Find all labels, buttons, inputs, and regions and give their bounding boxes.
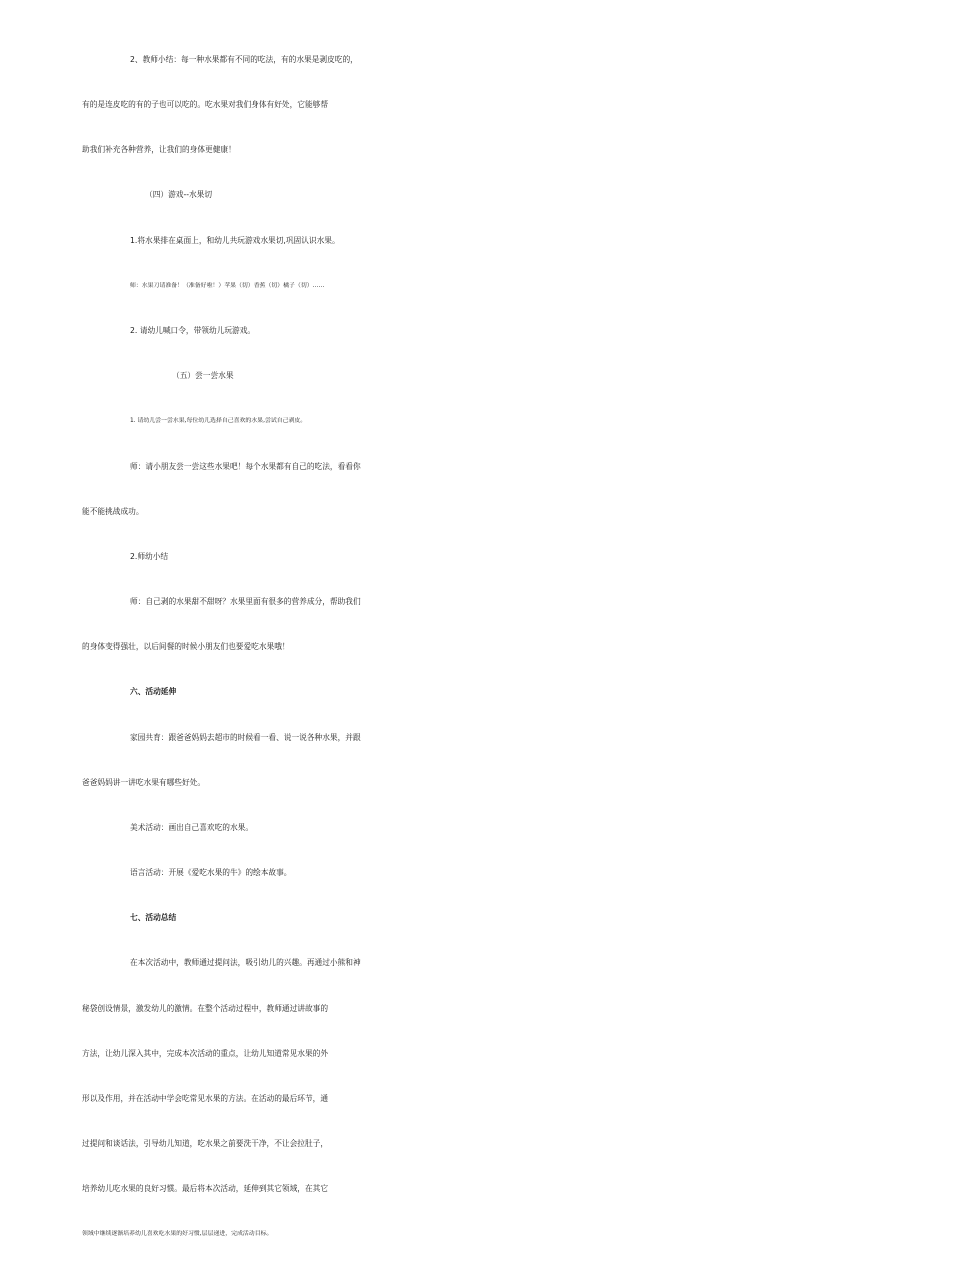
paragraph-line: 有的是连皮吃的有的子也可以吃的。吃水果对我们身体有好处，它能够帮	[82, 100, 329, 109]
paragraph-line: 培养幼儿吃水果的良好习惯。最后将本次活动，延伸到其它领域，在其它	[82, 1184, 329, 1193]
paragraph-line: 师：请小朋友尝一尝这些水果吧！每个水果都有自己的吃法，看看你	[130, 462, 361, 471]
paragraph-line: 方法，让幼儿深入其中，完成本次活动的重点，让幼儿知道常见水果的外	[82, 1049, 329, 1058]
paragraph-line: 2.师幼小结	[130, 552, 169, 561]
paragraph-line: 2、教师小结：每一种水果都有不同的吃法，有的水果是剥皮吃的，	[130, 55, 358, 64]
paragraph-line: 2. 请幼儿喊口令，带领幼儿玩游戏。	[130, 326, 256, 335]
section-heading: 六、活动延伸	[130, 687, 177, 696]
paragraph-line: 的身体变得强壮，以后间餐的时候小朋友们也要爱吃水果哦！	[82, 642, 290, 651]
section-heading: （五）尝一尝水果	[172, 371, 234, 380]
paragraph-line: 在本次活动中，教师通过提问法，吸引幼儿的兴趣。再通过小熊和神	[130, 958, 361, 967]
paragraph-line: 语言活动：开展《爱吃水果的牛》的绘本故事。	[130, 868, 292, 877]
paragraph-line: 师：水果刀请准备！（准备好啦！）苹果（切）香蕉（切）橘子（切）……	[130, 283, 325, 289]
paragraph-line: 1. 请幼儿尝一尝水果,每位幼儿选择自己喜欢的水果,尝试自己剥皮。	[130, 418, 307, 424]
section-heading: 七、活动总结	[130, 913, 177, 922]
paragraph-line: 秘袋创设情景，激发幼儿的激情。在整个活动过程中，教师通过讲故事的	[82, 1004, 329, 1013]
paragraph-line: 爸爸妈妈讲一讲吃水果有哪些好处。	[82, 778, 206, 787]
paragraph-line: 师：自己剥的水果甜不甜呀？水果里面有很多的营养成分，帮助我们	[130, 597, 361, 606]
paragraph-line: 过提问和谈话法，引导幼儿知道，吃水果之前要洗干净，不让会拉肚子，	[82, 1139, 329, 1148]
paragraph-line: 助我们补充各种营养，让我们的身体更健康！	[82, 145, 236, 154]
paragraph-line: 美术活动：画出自己喜欢吃的水果。	[130, 823, 254, 832]
section-heading: （四）游戏--水果切	[145, 190, 213, 199]
paragraph-line: 形以及作用，并在活动中学会吃常见水果的方法。在活动的最后环节，通	[82, 1094, 329, 1103]
paragraph-line: 能不能挑战成功。	[82, 507, 144, 516]
paragraph-line: 领域中继续逐渐培养幼儿喜欢吃水果的好习惯,层层递进，完成活动目标。	[82, 1231, 273, 1237]
paragraph-line: 家园共育：跟爸爸妈妈去超市的时候看一看、说一说各种水果，并跟	[130, 733, 361, 742]
paragraph-line: 1.将水果排在桌面上，和幼儿共玩游戏水果切,巩固认识水果。	[130, 236, 340, 245]
